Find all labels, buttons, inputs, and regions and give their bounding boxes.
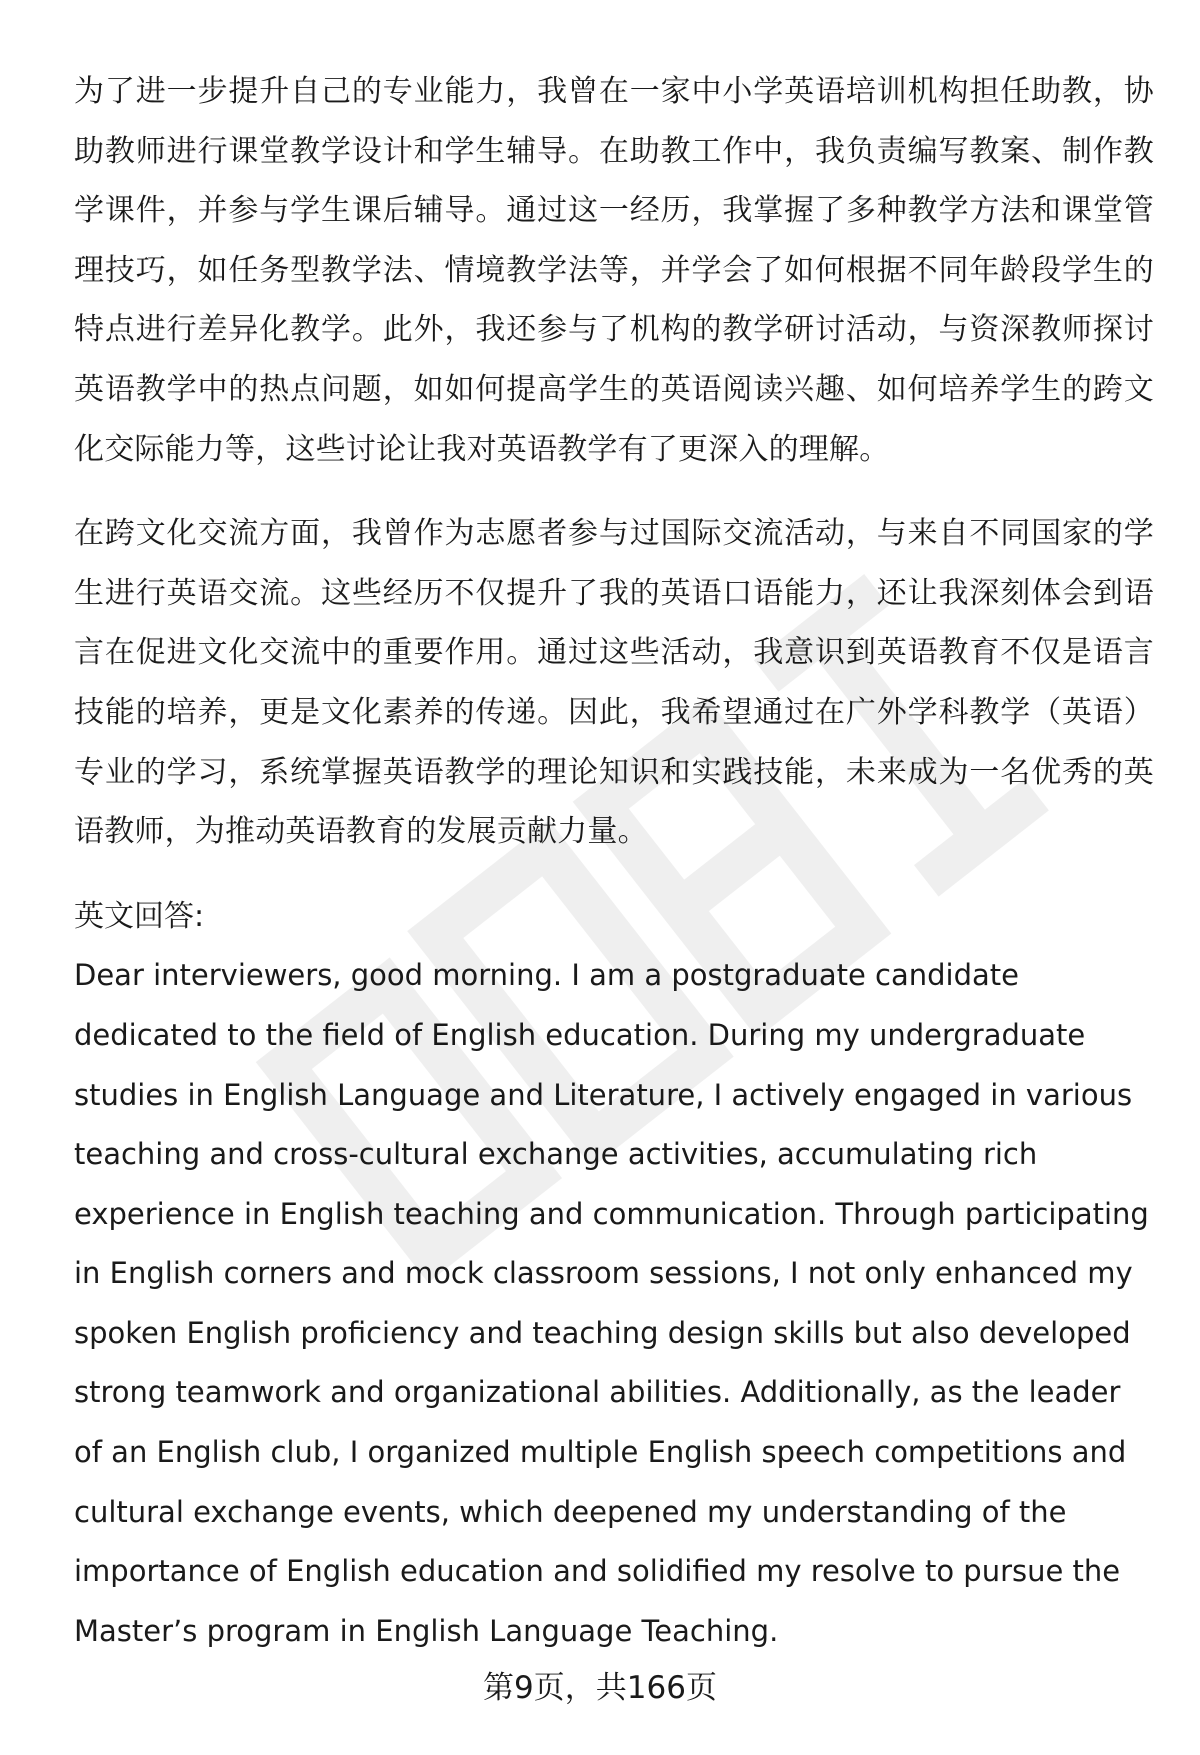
english-answer-label: 英文回答: bbox=[74, 898, 205, 934]
page-footer: 第9页，共166页 bbox=[483, 1670, 717, 1706]
paragraph-cross-cultural: 在跨文化交流方面，我曾作为志愿者参与过国际交流活动，与来自不同国家的学生进行英语交流。这些经历不仅提升了我的英语口语能力，还让我深刻体会到语言在促进文化交流中的重要作用。通过这些活动，我意识到英语教育不仅是语言技能的培养，更是文化素养的传递。因此，我希望通过在广外学科教学（英语）专业的学习，系统掌握英语教学的理论知识和实践技能，未来成为一名优秀的英语教师，为推动英语教育的发展贡献力量。 bbox=[74, 516, 1154, 850]
document-body bbox=[74, 62, 1154, 1661]
english-answer-paragraph: Dear interviewers, good morning. I am a postgraduate candidate dedicated to the field of English education. During my undergraduate studies in English Language and Literature, I actively engaged in various teaching and cross-cultural exchange activities, accumulating rich experience in English teaching and communication. Through participating in English corners and mock classroom sessions, I not only enhanced my spoken English proficiency and teaching design skills but also developed strong teamwork and organizational abilities. Additionally, as the leader of an English club, I organized multiple English speech competitions and cultural exchange events, which deepened my understanding of the importance of English education and solidified my resolve to pursue the Master’s program in English Language Teaching. bbox=[74, 958, 1149, 1648]
paragraph-teaching-assistant: 为了进一步提升自己的专业能力，我曾在一家中小学英语培训机构担任助教，协助教师进行课堂教学设计和学生辅导。在助教工作中，我负责编写教案、制作教学课件，并参与学生课后辅导。通过这一经历，我掌握了多种教学方法和课堂管理技巧，如任务型教学法、情境教学法等，并学会了如何根据不同年龄段学生的特点进行差异化教学。此外，我还参与了机构的教学研讨活动，与资深教师探讨英语教学中的热点问题，如如何提高学生的英语阅读兴趣、如何培养学生的跨文化交际能力等，这些讨论让我对英语教学有了更深入的理解。 bbox=[74, 74, 1154, 467]
